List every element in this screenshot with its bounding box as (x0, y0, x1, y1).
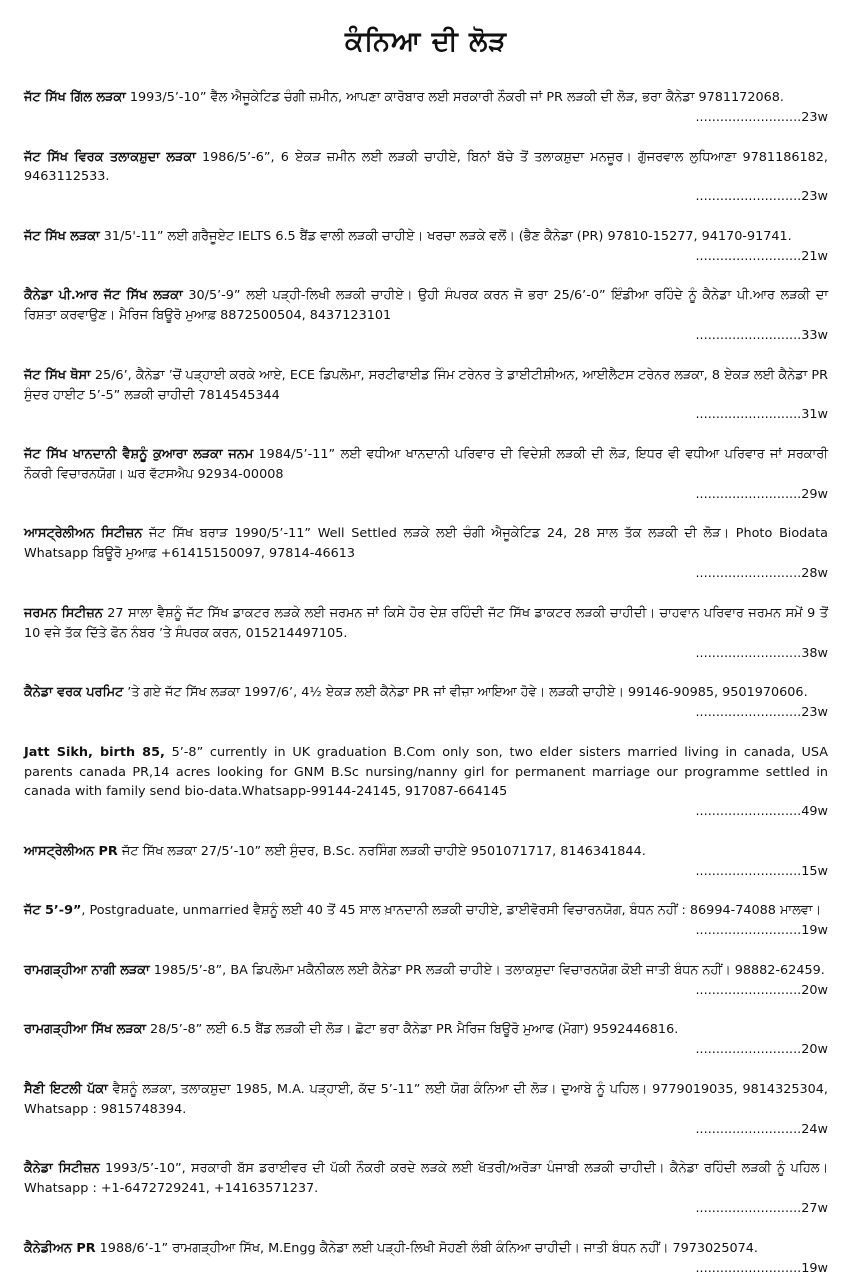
ad-reference: ..........................33w (695, 328, 828, 344)
ad-reference: ..........................20w (695, 982, 828, 998)
ad-lead: ਕੈਨੇਡਾ ਪੀ.ਆਰ ਜੱਟ ਸਿੱਖ ਲੜਕਾ (24, 288, 183, 304)
ad-text: 1993/5’-10”, ਸਰਕਾਰੀ ਬੱਸ ਡਰਾਈਵਰ ਦੀ ਪੱਕੀ ਨੌਕਰੀ ਕਰਦੇ ਲੜਕੇ ਲਈ ਖੱਤਰੀ/ਅਰੋੜਾ ਪੰਜਾਬੀ ਲੜਕੀ ਚਾਹੀਦੀ। ਕੈਨੇਡਾ ਰਹਿੰਦੀ ਲੜਕੀ ਨੂੰ ਪਹਿਲ। Whatsapp : +1-6472729241, +14163571237. (24, 1161, 828, 1197)
ad-lead: ਕੈਨੇਡਾ ਸਿਟੀਜ਼ਨ (24, 1161, 100, 1177)
ad-reference: ..........................27w (695, 1201, 828, 1217)
ad-text: ਜੱਟ ਸਿੱਖ ਲੜਕਾ 27/5’-10” ਲਈ ਸੁੰਦਰ, B.Sc. ਨਰਸਿੰਗ ਲੜਕੀ ਚਾਹੀਏ 9501071717, 8146341844. (117, 843, 646, 859)
ad-lead: ਰਾਮਗੜ੍ਹੀਆ ਨਾਗੀ ਲੜਕਾ (24, 962, 150, 978)
ad-text: 1986/5’-6”, 6 ਏਕੜ ਜ਼ਮੀਨ ਲਈ ਲੜਕੀ ਚਾਹੀਏ, ਬਿਨਾਂ ਬੱਚੇ ਤੋਂ ਤਲਾਕਸ਼ੁਦਾ ਮਨਜ਼ੂਰ। ਗੁੱਜਰਵਾਲ ਲੁਧਿਆਣਾ 9781186182, 9463112533. (24, 149, 828, 185)
ad-reference: ..........................15w (695, 863, 828, 879)
classified-ad (24, 148, 828, 208)
ad-lead: ਜੱਟ ਸਿੱਖ ਗਿੱਲ ਲੜਕਾ (24, 90, 126, 105)
classified-ad (24, 445, 828, 505)
classified-ad (24, 604, 828, 664)
ad-lead: ਆਸਟ੍ਰੇਲੀਅਨ ਸਿਟੀਜ਼ਨ (24, 526, 143, 542)
ad-text: 25/6’, ਕੈਨੇਡਾ ’ਚੋਂ ਪੜ੍ਹਾਈ ਕਰਕੇ ਆਏ, ECE ਡਿਪਲੋਮਾ, ਸਰਟੀਫਾਈਡ ਜਿੰਮ ਟਰੇਨਰ ਤੇ ਡਾਈਟੀਸ਼ੀਅਨ, ਆਈਲੈਟਸ ਟਰੇਨਰ ਲੜਕਾ, 8 ਏਕੜ ਲਈ ਕੈਨੇਡਾ PR ਸੁੰਦਰ ਹਾਈਟ 5’-5” ਲੜਕੀ ਚਾਹੀਦੀ 7814545344 (24, 367, 828, 403)
classified-ad (24, 1080, 828, 1140)
ad-text: ’ਤੇ ਗਏ ਜੱਟ ਸਿੱਖ ਲੜਕਾ 1997/6’, 4½ ਏਕੜ ਲਈ ਕੈਨੇਡਾ PR ਜਾਂ ਵੀਜ਼ਾ ਆਇਆ ਹੋਵੇ। ਲੜਕੀ ਚਾਹੀਏ। 99146-90985, 9501970606. (123, 685, 808, 701)
ad-reference: ..........................31w (695, 407, 828, 423)
ad-lead: ਆਸਟ੍ਰੇਲੀਅਨ PR (24, 843, 118, 859)
ad-reference: ..........................38w (695, 645, 828, 661)
ad-reference: ..........................29w (695, 486, 828, 502)
ad-text: 30/5’-9” ਲਈ ਪੜ੍ਹੀ-ਲਿਖੀ ਲੜਕੀ ਚਾਹੀਏ। ਉਹੀ ਸੰਪਰਕ ਕਰਨ ਜੋ ਭਰਾ 25/6’-0” ਇੰਡੀਆ ਰਹਿੰਦੇ ਨੂੰ ਕੈਨੇਡਾ ਪੀ.ਆਰ ਲੜਕੀ ਦਾ ਰਿਸ਼ਤਾ ਕਰਵਾਉਣ। ਮੈਰਿਜ ਬਿਊਰੋ ਮੁਆਫ਼ 8872500504, 8437123101 (24, 288, 828, 324)
ad-text: ਜੱਟ ਸਿੱਖ ਬਰਾੜ 1990/5’-11” Well Settled ਲੜਕੇ ਲਈ ਚੰਗੀ ਐਜੂਕੇਟਿਡ 24, 28 ਸਾਲ ਤੱਕ ਲੜਕੀ ਦੀ ਲੋੜ। Photo Biodata Whatsapp ਬਿਊਰੋ ਮੁਆਫ਼ +61415150097, 97814-46613 (24, 526, 828, 562)
ad-reference: ..........................49w (695, 804, 828, 820)
classified-ad (24, 366, 828, 426)
classified-ad (24, 683, 828, 723)
classified-ad (24, 1020, 828, 1060)
ad-text: 1985/5’-8”, BA ਡਿਪਲੋਮਾ ਮਕੈਨੀਕਲ ਲਈ ਕੈਨੇਡਾ PR ਲੜਕੀ ਚਾਹੀਏ। ਤਲਾਕਸ਼ੁਦਾ ਵਿਚਾਰਨਯੋਗ ਕੋਈ ਜਾਤੀ ਬੰਧਨ ਨਹੀਂ। 98882-62459. (149, 962, 825, 978)
ad-reference: ..........................24w (695, 1121, 828, 1137)
ad-lead: ਜੱਟ ਸਿੱਖ ਥੋਸਾ (24, 367, 91, 383)
ad-lead: ਜੱਟ ਸਿੱਖ ਵਿਰਕ ਤਲਾਕਸ਼ੁਦਾ ਲੜਕਾ (24, 149, 196, 165)
classified-ad (24, 524, 828, 584)
ad-lead: Jatt Sikh, birth 85, (24, 744, 165, 760)
classified-ad (24, 1239, 828, 1279)
ad-lead: ਸੈਣੀ ਇਟਲੀ ਪੱਕਾ (24, 1081, 108, 1097)
ad-text: ਵੈਸ਼ਨੂੰ ਲੜਕਾ, ਤਲਾਕਸ਼ੁਦਾ 1985, M.A. ਪੜ੍ਹਾਈ, ਕੱਦ 5’-11” ਲਈ ਯੋਗ ਕੰਨਿਆ ਦੀ ਲੋੜ। ਦੁਆਬੇ ਨੂੰ ਪਹਿਲ। 9779019035, 9814325304, Whatsapp : 9815748394. (24, 1081, 828, 1117)
ad-lead: ਕੈਨੇਡੀਅਨ PR (24, 1240, 96, 1256)
classified-ad (24, 961, 828, 1001)
ad-text: 5’-8” currently in UK graduation B.Com only son, two elder sisters married living in canada, USA parents canada PR,14 acres looking for GNM B.Sc nursing/nanny girl for permanent marriage our programme settled in canada with family send bio-data.Whatsapp-99144-24145, 917087-664145 (24, 744, 828, 800)
ad-text: 1993/5’-10” ਵੈੱਲ ਐਜੂਕੇਟਿਡ ਚੰਗੀ ਜ਼ਮੀਨ, ਆਪਣਾ ਕਾਰੋਬਾਰ ਲਈ ਸਰਕਾਰੀ ਨੌਕਰੀ ਜਾਂ PR ਲੜਕੀ ਦੀ ਲੋੜ, ਭਰਾ ਕੈਨੇਡਾ 9781172068. (125, 90, 784, 105)
classified-ad (24, 842, 828, 882)
classified-ad (24, 88, 828, 128)
ad-reference: ..........................23w (695, 705, 828, 721)
ad-lead: ਜੱਟ ਸਿੱਖ ਲੜਕਾ (24, 228, 100, 244)
ad-lead: ਰਾਮਗੜ੍ਹੀਆ ਸਿੱਖ ਲੜਕਾ (24, 1022, 146, 1038)
ad-text: 27 ਸਾਲਾ ਵੈਸ਼ਨੂੰ ਜੱਟ ਸਿੱਖ ਡਾਕਟਰ ਲੜਕੇ ਲਈ ਜਰਮਨ ਜਾਂ ਕਿਸੇ ਹੋਰ ਦੇਸ਼ ਰਹਿੰਦੀ ਜੱਟ ਸਿੱਖ ਡਾਕਟਰ ਲੜਕੀ ਚਾਹੀਦੀ। ਚਾਹਵਾਨ ਪਰਿਵਾਰ ਜਰਮਨ ਸਮੇਂ 9 ਤੋਂ 10 ਵਜੇ ਤੱਕ ਦਿੱਤੇ ਫੋਨ ਨੰਬਰ ’ਤੇ ਸੰਪਰਕ ਕਰਨ, 015214497105. (24, 605, 828, 641)
page-title: ਕੰਨਿਆ ਦੀ ਲੋੜ (344, 26, 508, 57)
classified-ad (24, 286, 828, 346)
ad-text: 28/5’-8” ਲਈ 6.5 ਬੈਂਡ ਲੜਕੀ ਦੀ ਲੋੜ। ਛੋਟਾ ਭਰਾ ਕੈਨੇਡਾ PR ਮੈਰਿਜ ਬਿਊਰੋ ਮੁਆਫ (ਮੋਗਾ) 9592446816. (145, 1022, 679, 1038)
ad-text: 31/5'-11” ਲਈ ਗਰੈਜੂਏਟ IELTS 6.5 ਬੈਂਡ ਵਾਲੀ ਲੜਕੀ ਚਾਹੀਏ। ਖਰਚਾ ਲੜਕੇ ਵਲੋਂ। (ਭੈਣ ਕੈਨੇਡਾ (PR) 97810-15277, 94170-91741. (99, 228, 792, 244)
classified-ad (24, 901, 828, 941)
ad-lead: ਜੱਟ ਸਿੱਖ ਖਾਨਦਾਨੀ ਵੈਸ਼ਨੂੰ ਕੁਆਰਾ ਲੜਕਾ ਜਨਮ (24, 447, 254, 463)
ad-reference: ..........................28w (695, 566, 828, 582)
ads-list (24, 88, 828, 1278)
ad-text: 1984/5’-11” ਲਈ ਵਧੀਆ ਖਾਨਦਾਨੀ ਪਰਿਵਾਰ ਦੀ ਵਿਦੇਸ਼ੀ ਲੜਕੀ ਦੀ ਲੋੜ, ਇਧਰ ਵੀ ਵਧੀਆ ਪਰਿਵਾਰ ਜਾਂ ਸਰਕਾਰੀ ਨੌਕਰੀ ਵਿਚਾਰਨਯੋਗ। ਘਰ ਵੱਟਸਐਪ 92934-00008 (24, 447, 828, 482)
classified-ad (24, 227, 828, 267)
ad-reference: ..........................19w (695, 923, 828, 939)
ad-reference: ..........................23w (695, 109, 828, 125)
ad-lead: ਕੈਨੇਡਾ ਵਰਕ ਪਰਮਿਟ (24, 685, 124, 701)
ad-lead: ਜਰਮਨ ਸਿਟੀਜ਼ਨ (24, 605, 103, 621)
ad-lead: ਜੱਟ 5’-9” (24, 903, 82, 919)
ad-reference: ..........................21w (695, 248, 828, 264)
ad-text: 1988/6’-1” ਰਾਮਗੜ੍ਹੀਆ ਸਿੱਖ, M.Engg ਕੈਨੇਡਾ ਲਈ ਪੜ੍ਹੀ-ਲਿਖੀ ਸੋਹਣੀ ਲੰਬੀ ਕੰਨਿਆ ਚਾਹੀਦੀ। ਜਾਤੀ ਬੰਧਨ ਨਹੀਂ। 7973025074. (95, 1240, 758, 1256)
ad-reference: ..........................20w (695, 1042, 828, 1058)
classified-ad (24, 743, 828, 822)
ad-reference: ..........................19w (695, 1260, 828, 1276)
classified-ad (24, 1159, 828, 1219)
ad-reference: ..........................23w (695, 189, 828, 205)
ad-text: , Postgraduate, unmarried ਵੈਸ਼ਨੂੰ ਲਈ 40 ਤੋਂ 45 ਸਾਲ ਖ਼ਾਨਦਾਨੀ ਲੜਕੀ ਚਾਹੀਏ, ਡਾਈਵੋਰਸੀ ਵਿਚਾਰਨਯੋਗ, ਬੰਧਨ ਨਹੀਂ : 86994-74088 ਮਾਲਵਾ। (81, 903, 822, 919)
